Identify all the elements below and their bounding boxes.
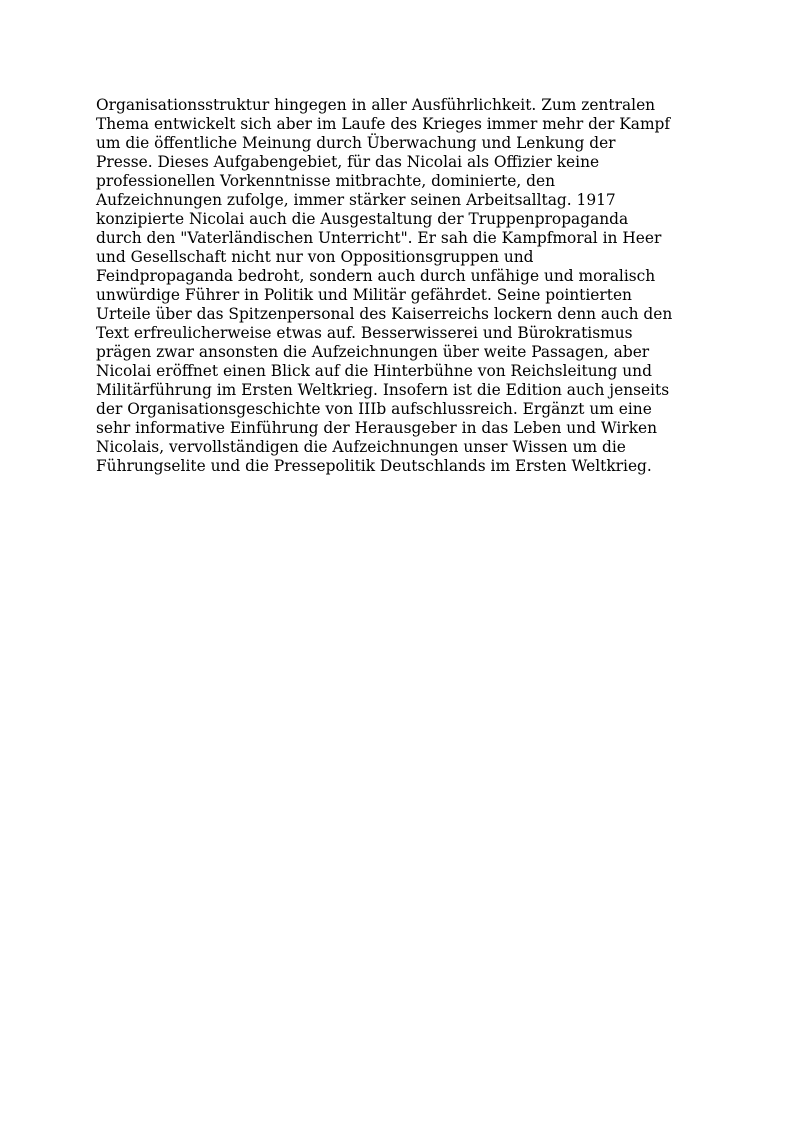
- text-line: Militärführung im Ersten Weltkrieg. Insofern ist die Edition auch jenseits: [96, 381, 670, 399]
- text-line: Urteile über das Spitzenpersonal des Kaiserreichs lockern denn auch den: [96, 305, 673, 323]
- text-line: Führungselite und die Pressepolitik Deutschlands im Ersten Weltkrieg.: [96, 457, 652, 475]
- text-line: der Organisationsgeschichte von IIIb aufschlussreich. Ergänzt um eine: [96, 400, 652, 418]
- text-line: konzipierte Nicolai auch die Ausgestaltung der Truppenpropaganda: [96, 210, 629, 228]
- text-line: Thema entwickelt sich aber im Laufe des Krieges immer mehr der Kampf: [96, 115, 671, 133]
- text-line: professionellen Vorkenntnisse mitbrachte, dominierte, den: [96, 172, 556, 190]
- text-line: Nicolai eröffnet einen Blick auf die Hinterbühne von Reichsleitung und: [96, 362, 652, 380]
- text-line: Organisationsstruktur hingegen in aller Ausführlichkeit. Zum zentralen: [96, 96, 656, 114]
- text-line: Nicolais, vervollständigen die Aufzeichnungen unser Wissen um die: [96, 438, 626, 456]
- text-line: um die öffentliche Meinung durch Überwachung und Lenkung der: [96, 134, 616, 152]
- text-line: Aufzeichnungen zufolge, immer stärker seinen Arbeitsalltag. 1917: [96, 191, 616, 209]
- text-line: unwürdige Führer in Politik und Militär gefährdet. Seine pointierten: [96, 286, 632, 304]
- text-line: durch den "Vaterländischen Unterricht". Er sah die Kampfmoral in Heer: [96, 229, 662, 247]
- text-line: prägen zwar ansonsten die Aufzeichnungen über weite Passagen, aber: [96, 343, 650, 361]
- text-line: und Gesellschaft nicht nur von Oppositionsgruppen und: [96, 248, 534, 266]
- body-paragraph: [96, 96, 716, 476]
- text-line: sehr informative Einführung der Herausgeber in das Leben und Wirken: [96, 419, 658, 437]
- text-line: Feindpropaganda bedroht, sondern auch durch unfähige und moralisch: [96, 267, 656, 285]
- text-line: Presse. Dieses Aufgabengebiet, für das Nicolai als Offizier keine: [96, 153, 600, 171]
- text-line: Text erfreulicherweise etwas auf. Besserwisserei und Bürokratismus: [96, 324, 633, 342]
